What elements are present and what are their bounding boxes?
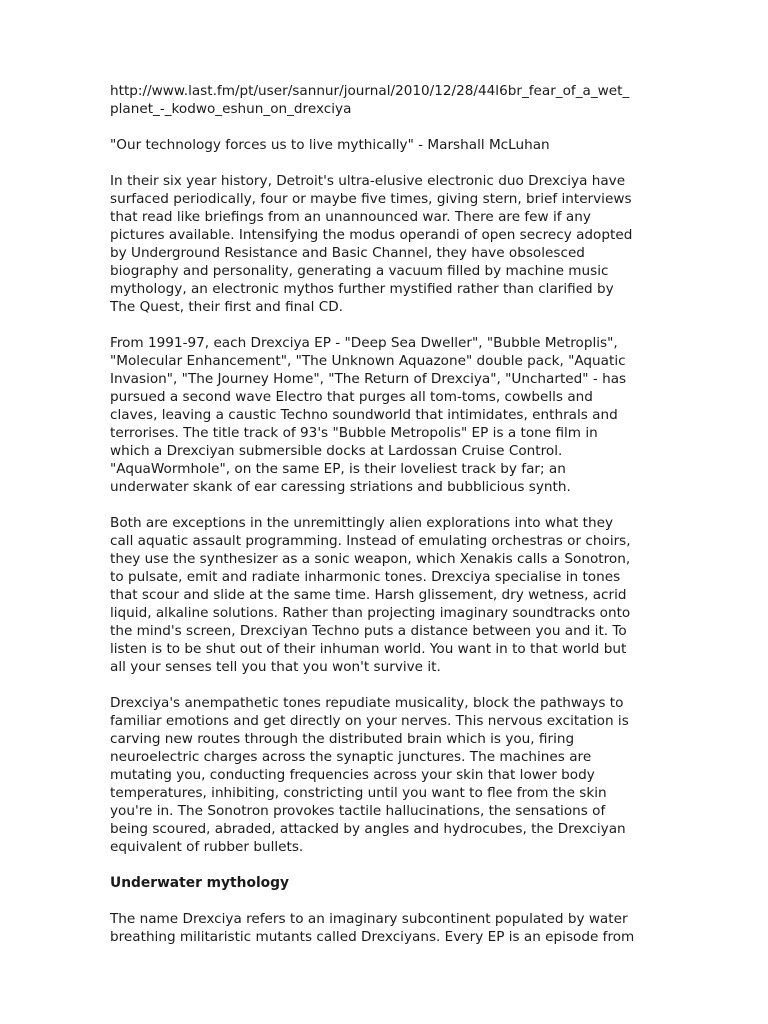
paragraph-line: mythology, an electronic mythos further mystified rather than clarified by (110, 281, 614, 297)
paragraph-line: that read like briefings from an unannounced war. There are few if any (110, 209, 591, 225)
paragraph-line: temperatures, inhibiting, constricting until you want to flee from the skin (110, 785, 607, 801)
paragraph-line: pictures available. Intensifying the modus operandi of open secrecy adopted (110, 227, 633, 243)
paragraph-line: "Molecular Enhancement", "The Unknown Aquazone" double pack, "Aquatic (110, 353, 626, 369)
paragraph-line: In their six year history, Detroit's ultra-elusive electronic duo Drexciya have (110, 173, 626, 189)
paragraph-line: biography and personality, generating a vacuum filled by machine music (110, 263, 609, 279)
paragraph-line: familiar emotions and get directly on your nerves. This nervous excitation is (110, 713, 629, 729)
paragraph-3 (110, 514, 670, 676)
paragraph-line: call aquatic assault programming. Instead of emulating orchestras or choirs, (110, 533, 631, 549)
paragraph-line: being scoured, abraded, attacked by angles and hydrocubes, the Drexciyan (110, 821, 626, 837)
paragraph-line: all your senses tell you that you won't survive it. (110, 659, 441, 675)
paragraph-line: by Underground Resistance and Basic Channel, they have obsolesced (110, 245, 585, 261)
section-heading: Underwater mythology (110, 875, 290, 891)
paragraph-line: From 1991-97, each Drexciya EP - "Deep Sea Dweller", "Bubble Metroplis", (110, 335, 618, 351)
paragraph-line: Both are exceptions in the unremittingly alien explorations into what they (110, 515, 613, 531)
paragraph-line: Drexciya's anempathetic tones repudiate musicality, block the pathways to (110, 695, 624, 711)
paragraph-line: claves, leaving a caustic Techno soundworld that intimidates, enthrals and (110, 407, 618, 423)
source-url-line[interactable]: http://www.last.fm/pt/user/sannur/journal/2010/12/28/44l6br_fear_of_a_wet_ (110, 83, 630, 99)
paragraph-line: liquid, alkaline solutions. Rather than projecting imaginary soundtracks onto (110, 605, 631, 621)
source-url[interactable] (110, 82, 670, 118)
paragraph-line: breathing militaristic mutants called Drexciyans. Every EP is an episode from (110, 929, 635, 945)
paragraph-line: you're in. The Sonotron provokes tactile hallucinations, the sensations of (110, 803, 606, 819)
paragraph-line: Invasion", "The Journey Home", "The Return of Drexciya", "Uncharted" - has (110, 371, 627, 387)
paragraph-4 (110, 694, 670, 856)
paragraph-5 (110, 910, 670, 946)
paragraph-line: equivalent of rubber bullets. (110, 839, 304, 855)
paragraph-2 (110, 334, 670, 496)
paragraph-1 (110, 172, 670, 316)
epigraph-quote (110, 136, 670, 154)
paragraph-line: they use the synthesizer as a sonic weapon, which Xenakis calls a Sonotron, (110, 551, 631, 567)
paragraph-line: mutating you, conducting frequencies across your skin that lower body (110, 767, 595, 783)
paragraph-line: carving new routes through the distributed brain which is you, firing (110, 731, 575, 747)
paragraph-line: which a Drexciyan submersible docks at Lardossan Cruise Control. (110, 443, 563, 459)
paragraph-line: The Quest, their first and final CD. (110, 299, 343, 315)
document-page (110, 82, 670, 964)
paragraph-line: terrorises. The title track of 93's "Bubble Metropolis" EP is a tone film in (110, 425, 598, 441)
paragraph-line: the mind's screen, Drexciyan Techno puts a distance between you and it. To (110, 623, 627, 639)
paragraph-line: neuroelectric charges across the synaptic junctures. The machines are (110, 749, 592, 765)
paragraph-line: underwater skank of ear caressing striations and bubblicious synth. (110, 479, 571, 495)
paragraph-line: surfaced periodically, four or maybe five times, giving stern, brief interviews (110, 191, 632, 207)
paragraph-line: that scour and slide at the same time. Harsh glissement, dry wetness, acrid (110, 587, 627, 603)
epigraph-quote-text: "Our technology forces us to live mythically" - Marshall McLuhan (110, 137, 550, 153)
source-url-line[interactable]: planet_-_kodwo_eshun_on_drexciya (110, 101, 352, 117)
paragraph-line: pursued a second wave Electro that purges all tom-toms, cowbells and (110, 389, 593, 405)
paragraph-line: "AquaWormhole", on the same EP, is their loveliest track by far; an (110, 461, 566, 477)
paragraph-line: listen is to be shut out of their inhuman world. You want in to that world but (110, 641, 627, 657)
paragraph-line: to pulsate, emit and radiate inharmonic tones. Drexciya specialise in tones (110, 569, 621, 585)
paragraph-line: The name Drexciya refers to an imaginary subcontinent populated by water (110, 911, 628, 927)
